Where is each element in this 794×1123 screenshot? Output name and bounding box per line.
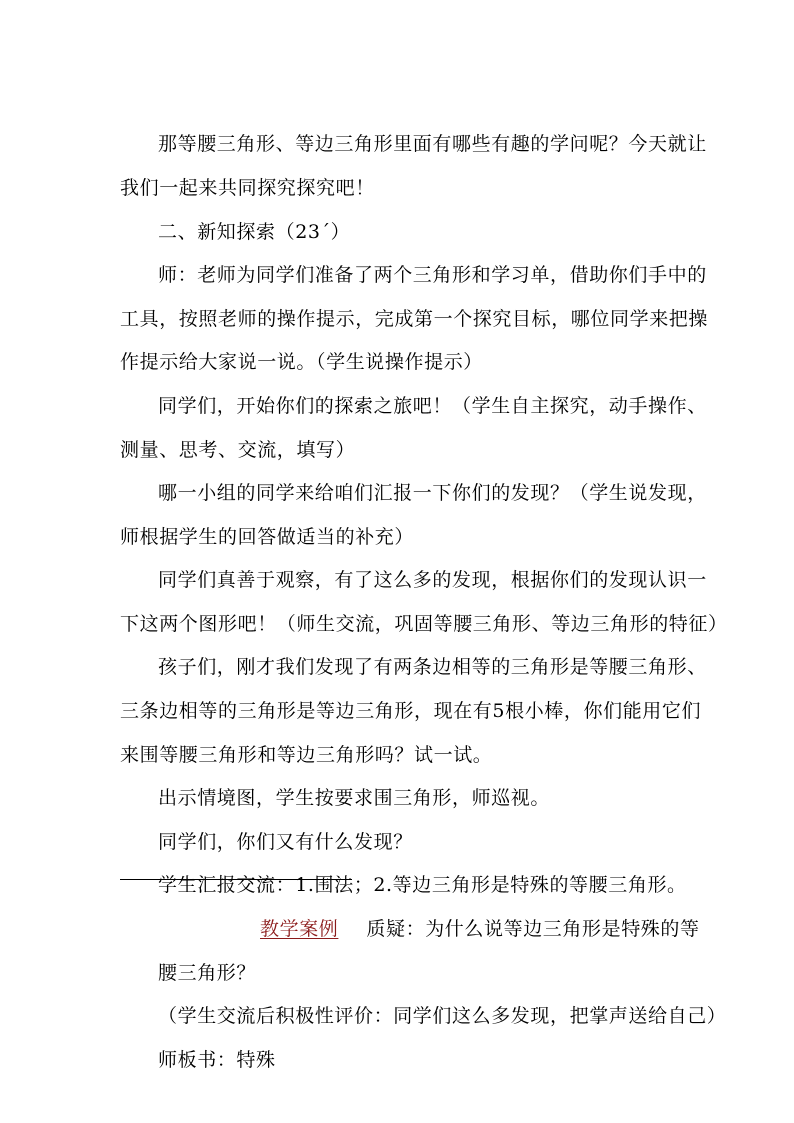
section-heading: 二、新知探索（23´） (158, 221, 351, 243)
case-line (120, 917, 700, 941)
paragraph-line: 师根据学生的回答做适当的补充） (120, 526, 415, 548)
case-label: 教学案例 (260, 918, 339, 940)
paragraph-line: 三条边相等的三角形是等边三角形，现在有5根小棒，你们能用它们 (120, 700, 702, 722)
paragraph-line: 哪一小组的同学来给咱们汇报一下你们的发现？（学生说发现， (158, 482, 707, 504)
paragraph-line: 测量、思考、交流，填写） (120, 439, 356, 461)
paragraph-line: 同学们真善于观察，有了这么多的发现，根据你们的发现认识一 (158, 569, 707, 591)
paragraph-line: 出示情境图，学生按要求围三角形，师巡视。 (158, 787, 551, 809)
underline-rule (120, 879, 352, 880)
paragraph-line: 下这两个图形吧！（师生交流，巩固等腰三角形、等边三角形的特征） (120, 613, 728, 635)
paragraph-line: 同学们，开始你们的探索之旅吧！（学生自主探究，动手操作、 (158, 395, 707, 417)
paragraph-line: 孩子们，刚才我们发现了有两条边相等的三角形是等腰三角形、 (158, 656, 707, 678)
paragraph-line: 腰三角形？ (158, 962, 257, 984)
paragraph-line: 同学们，你们又有什么发现？ (158, 831, 413, 853)
paragraph-line: 师板书：特殊 (158, 1049, 276, 1071)
paragraph-line: （学生交流后积极性评价：同学们这么多发现，把掌声送给自己） (158, 1005, 727, 1027)
paragraph-line: 师：老师为同学们准备了两个三角形和学习单，借助你们手中的 (158, 264, 707, 286)
paragraph-line: 学生汇报交流：1.围法；2.等边三角形是特殊的等腰三角形。 (158, 874, 687, 896)
paragraph-line: 那等腰三角形、等边三角形里面有哪些有趣的学问呢？今天就让 (158, 133, 707, 155)
paragraph-line: 我们一起来共同探究探究吧！ (120, 177, 375, 199)
case-question: 质疑：为什么说等边三角形是特殊的等 (366, 918, 700, 940)
paragraph-line: 作提示给大家说一说。（学生说操作提示） (120, 351, 483, 373)
paragraph-line: 工具，按照老师的操作提示，完成第一个探究目标，哪位同学来把操 (120, 308, 709, 330)
paragraph-line: 来围等腰三角形和等边三角形吗？试一试。 (120, 744, 493, 766)
